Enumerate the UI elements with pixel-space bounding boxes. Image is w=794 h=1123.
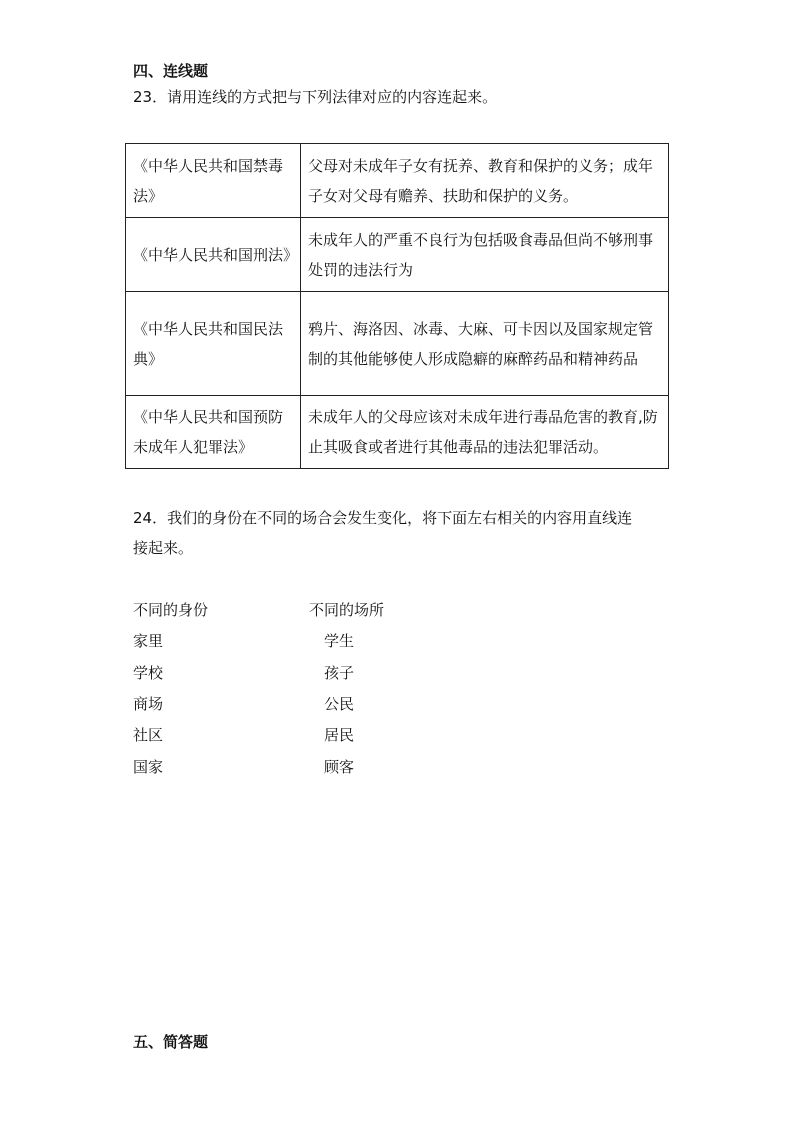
law-content-cell: 父母对未成年子女有抚养、教育和保护的义务；成年子女对父母有赡养、扶助和保护的义务。 bbox=[301, 144, 669, 218]
right-column-header: 不同的场所 bbox=[309, 601, 385, 619]
law-name-cell: 《中华人民共和国预防未成年人犯罪法》 bbox=[126, 396, 301, 469]
q24-prompt-line2: 接起来。 bbox=[133, 539, 194, 557]
left-column-header: 不同的身份 bbox=[133, 601, 209, 619]
q24-prompt-line1: 24．我们的身份在不同的场合会发生变化，将下面左右相关的内容用直线连 bbox=[133, 509, 633, 527]
law-content-cell: 未成年人的严重不良行为包括吸食毒品但尚不够刑事处罚的违法行为 bbox=[301, 218, 669, 292]
left-item: 社区 bbox=[133, 726, 164, 744]
section-four-title: 四、连线题 bbox=[133, 62, 209, 80]
law-content-cell: 未成年人的父母应该对未成年进行毒品危害的教育,防止其吸食或者进行其他毒品的违法犯罪活动。 bbox=[301, 396, 669, 469]
law-content-cell: 鸦片、海洛因、冰毒、大麻、可卡因以及国家规定管制的其他能够使人形成隐癖的麻醉药品和精神药品 bbox=[301, 292, 669, 396]
law-name-cell: 《中华人民共和国民法典》 bbox=[126, 292, 301, 396]
right-item: 顾客 bbox=[324, 758, 355, 776]
table-row bbox=[126, 144, 669, 218]
law-name-cell: 《中华人民共和国刑法》 bbox=[126, 218, 301, 292]
table-row bbox=[126, 292, 669, 396]
table-row bbox=[126, 396, 669, 469]
left-item: 家里 bbox=[133, 632, 164, 650]
left-item: 商场 bbox=[133, 695, 164, 713]
law-name-cell: 《中华人民共和国禁毒法》 bbox=[126, 144, 301, 218]
right-item: 孩子 bbox=[324, 664, 355, 682]
right-item: 学生 bbox=[324, 632, 355, 650]
left-item: 学校 bbox=[133, 664, 164, 682]
right-item: 公民 bbox=[324, 695, 355, 713]
right-item: 居民 bbox=[324, 726, 355, 744]
section-five-title: 五、简答题 bbox=[133, 1033, 209, 1051]
law-matching-table bbox=[125, 143, 669, 469]
q23-prompt: 23．请用连线的方式把与下列法律对应的内容连起来。 bbox=[133, 88, 498, 106]
left-item: 国家 bbox=[133, 758, 164, 776]
table-row bbox=[126, 218, 669, 292]
